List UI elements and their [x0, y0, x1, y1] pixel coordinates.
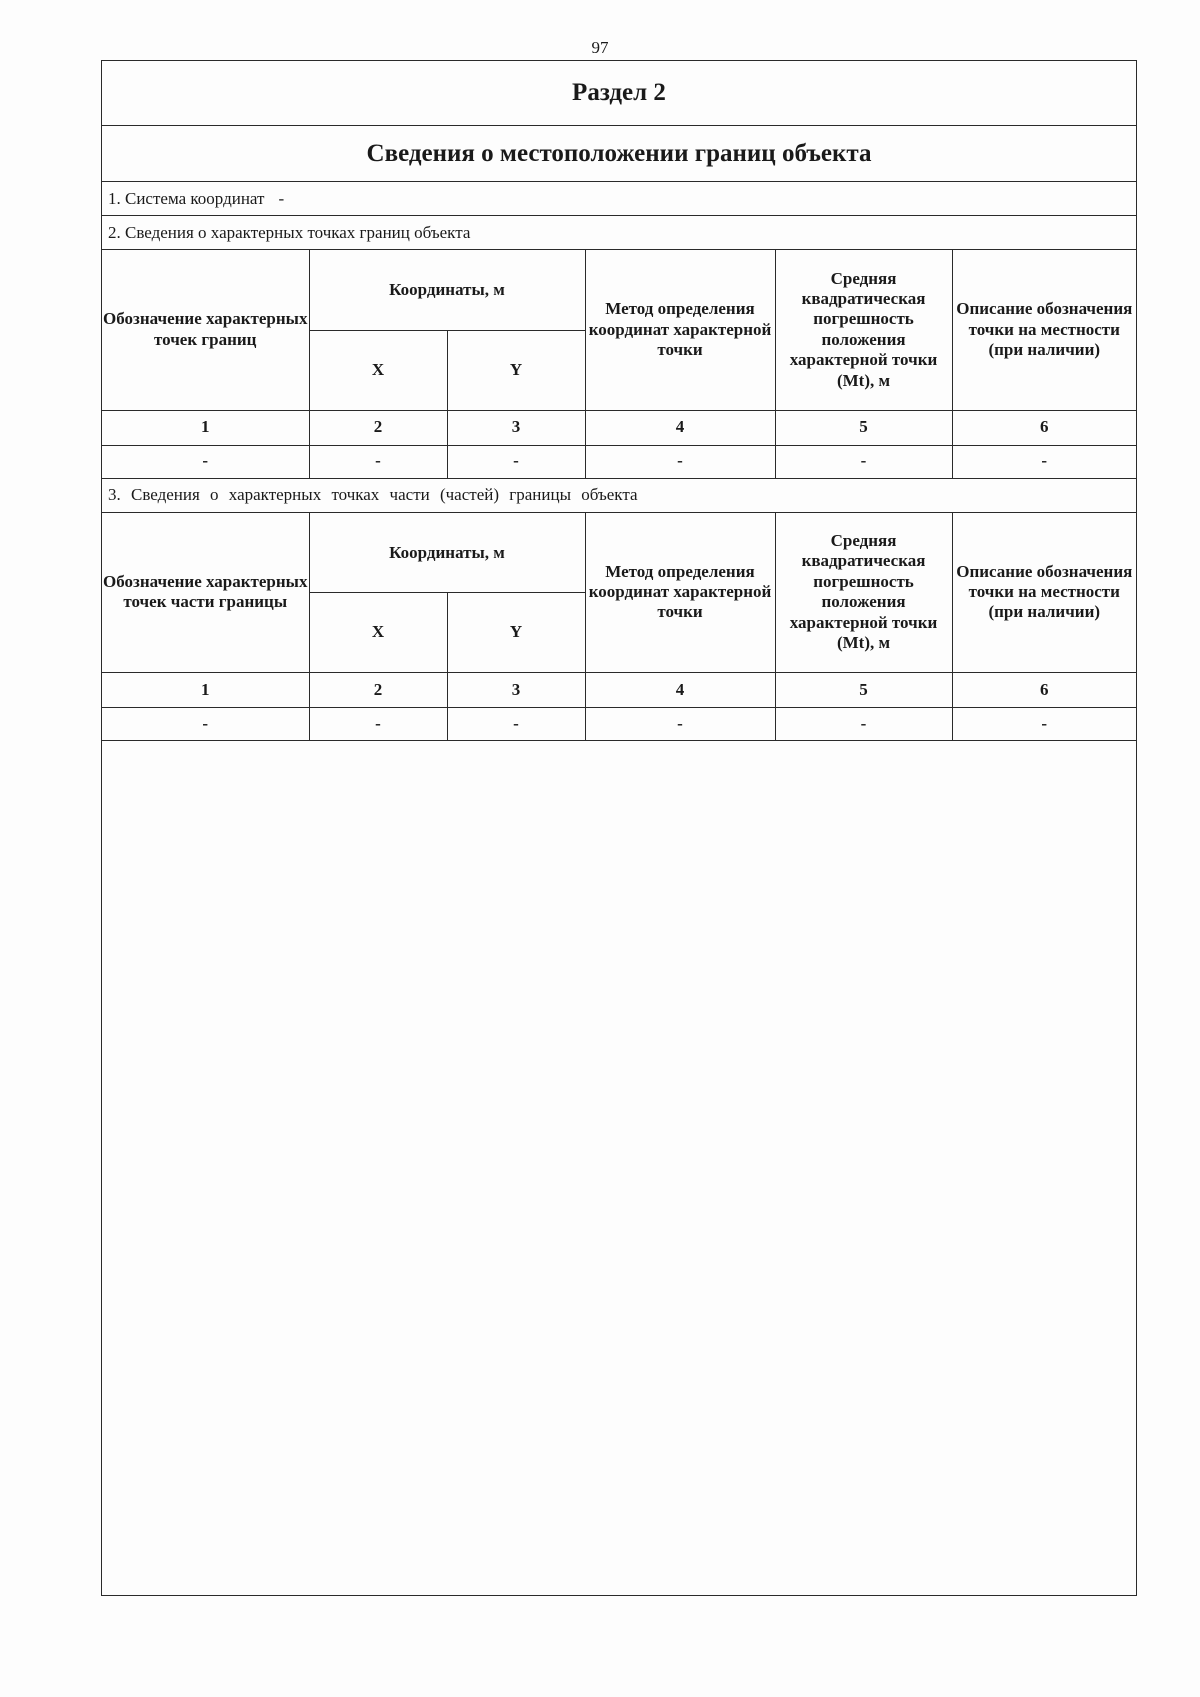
column-number: 3	[447, 410, 585, 445]
column-number: 1	[102, 673, 309, 708]
header-method: Метод определения координат характерной точки	[585, 513, 775, 673]
header-point-designation: Обозначение характерных точек границ	[102, 250, 309, 410]
header-coordinates: Координаты, м	[309, 250, 585, 330]
column-number-row	[102, 410, 1136, 445]
table-cell: -	[585, 708, 775, 741]
section-subtitle: Сведения о местоположении границ объекта	[102, 126, 1136, 182]
header-y: Y	[447, 330, 585, 410]
page-number: 97	[591, 38, 609, 57]
column-number: 6	[952, 410, 1136, 445]
column-number: 5	[775, 673, 952, 708]
header-mean-error: Средняя квадратическая погрешность положения характерной точки (Mt), м	[775, 250, 952, 410]
table-cell: -	[775, 708, 952, 741]
coordinate-system-line	[102, 182, 1136, 216]
column-number: 1	[102, 410, 309, 445]
table-cell: -	[952, 445, 1136, 478]
header-point-designation: Обозначение характерных точек части границы	[102, 513, 309, 673]
column-number: 4	[585, 410, 775, 445]
table1-caption: 2. Сведения о характерных точках границ объекта	[102, 216, 1136, 250]
header-y: Y	[447, 593, 585, 673]
coordinate-system-label: 1. Система координат	[108, 188, 265, 208]
table-row	[102, 708, 1136, 741]
header-description: Описание обозначения точки на местности (при наличии)	[952, 513, 1136, 673]
section-title: Раздел 2	[102, 61, 1136, 126]
header-x: X	[309, 330, 447, 410]
header-method: Метод определения координат характерной точки	[585, 250, 775, 410]
header-description: Описание обозначения точки на местности (при наличии)	[952, 250, 1136, 410]
table-cell: -	[309, 708, 447, 741]
table-cell: -	[102, 445, 309, 478]
column-number: 5	[775, 410, 952, 445]
table-cell: -	[309, 445, 447, 478]
header-mean-error: Средняя квадратическая погрешность положения характерной точки (Mt), м	[775, 513, 952, 673]
column-number: 2	[309, 673, 447, 708]
table-cell: -	[952, 708, 1136, 741]
table-boundary-points	[102, 250, 1136, 479]
header-coordinates: Координаты, м	[309, 513, 585, 593]
table-cell: -	[447, 445, 585, 478]
section-frame	[101, 60, 1137, 1596]
coordinate-system-value: -	[278, 188, 285, 208]
column-number: 2	[309, 410, 447, 445]
table-row	[102, 445, 1136, 478]
table-part-boundary-points	[102, 513, 1136, 742]
column-number: 3	[447, 673, 585, 708]
table-cell: -	[775, 445, 952, 478]
table-cell: -	[447, 708, 585, 741]
table-cell: -	[585, 445, 775, 478]
column-number-row	[102, 673, 1136, 708]
column-number: 4	[585, 673, 775, 708]
column-number: 6	[952, 673, 1136, 708]
table-cell: -	[102, 708, 309, 741]
header-x: X	[309, 593, 447, 673]
table2-caption: 3. Сведения о характерных точках части (частей) границы объекта	[102, 479, 1136, 513]
